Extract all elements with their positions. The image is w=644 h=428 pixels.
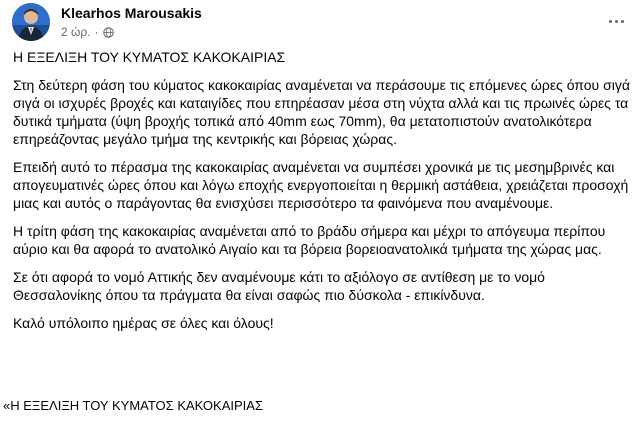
post-paragraph: Καλό υπόλοιπο ημέρας σε όλες και όλους!: [13, 315, 274, 331]
avatar[interactable]: [12, 3, 50, 41]
more-options-icon[interactable]: [604, 9, 628, 33]
meta-separator: ·: [94, 25, 99, 39]
post-header: [10, 3, 634, 43]
post-body: [13, 48, 635, 342]
author-name[interactable]: Klearhos Marousakis: [61, 5, 202, 21]
post-paragraph: Η τρίτη φάση της κακοκαιρίας αναμένεται από το βράδυ σήμερα και μέχρι το απόγευμα περίπου αύριο και θα αφορά το ανατολικό Αιγαίο και τα βόρεια βορειοανατολικά τμήματα της χώρας μας.: [13, 223, 606, 257]
quoted-headline: «Η ΕΞΕΛΙΞΗ ΤΟΥ ΚΥΜΑΤΟΣ ΚΑΚΟΚΑΙΡΙΑΣ: [3, 398, 263, 413]
avatar-image: [12, 3, 50, 41]
globe-icon: [103, 27, 114, 38]
post-title: Η ΕΞΕΛΙΞΗ ΤΟΥ ΚΥΜΑΤΟΣ ΚΑΚΟΚΑΙΡΙΑΣ: [13, 49, 286, 65]
post-time[interactable]: 2 ώρ.: [61, 25, 91, 39]
post-meta: [61, 25, 114, 39]
post-paragraph: Στη δεύτερη φάση του κύματος κακοκαιρίας αναμένεται να περάσουμε τις επόμενες ώρες όπου σιγά σιγά οι ισχυρές βροχές και καταιγίδες που επηρέασαν μέσα στη νύχτα αλλά και τις πρωινές ώρες τα δυτικά τμήματα (ύψη βροχής τοπικά από 40mm εως 70mm), θα μετατοπιστούν ανατολικότερα επηρεάζοντας μεγάλο τμήμα της κεντρικής και βόρειας χώρας.: [13, 77, 630, 147]
post-paragraph: Σε ότι αφορά το νομό Αττικής δεν αναμένουμε κάτι το αξιόλογο σε αντίθεση με το νομό Θεσσαλονίκης όπου τα πράγματα θα είναι σαφώς πιο δύσκολα - επικίνδυνα.: [13, 269, 545, 303]
post-paragraph: Επειδή αυτό το πέρασμα της κακοκαιρίας αναμένεται να συμπέσει χρονικά με τις μεσημβρινές και απογευματινές ώρες όπου και λόγω εποχής ενεργοποιείται η θερμική αστάθεια, χρειάζεται προσοχή μιας και αυτός ο παράγοντας θα ενισχύσει περισσότερο τα φαινόμενα που αναμένουμε.: [13, 159, 629, 211]
